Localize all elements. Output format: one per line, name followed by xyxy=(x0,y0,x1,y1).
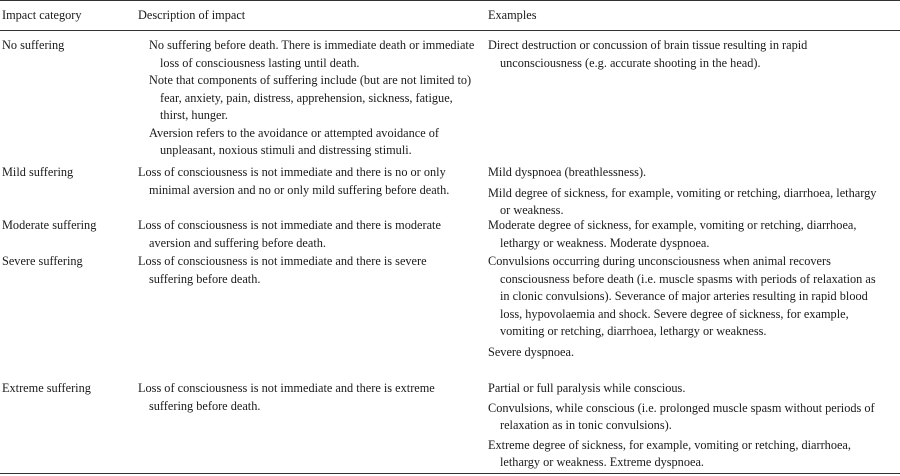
description-paragraph: Loss of consciousness is not immediate and there is moderate aversion and suffering before death. xyxy=(138,218,441,250)
category-no-suffering: No suffering xyxy=(2,38,65,52)
examples-no-suffering xyxy=(488,37,883,72)
description-no-suffering xyxy=(138,37,484,160)
description-severe-suffering xyxy=(138,253,473,288)
example-paragraph: Moderate degree of sickness, for example, vomiting or retching, diarrhoea, lethargy or weakness. Moderate dyspnoea. xyxy=(488,218,857,250)
category-moderate-suffering: Moderate suffering xyxy=(2,218,97,232)
description-paragraph: Loss of consciousness is not immediate and there is severe suffering before death. xyxy=(138,254,427,286)
examples-extreme-suffering xyxy=(488,380,883,472)
table-header-rule xyxy=(0,30,900,31)
example-paragraph: Mild dyspnoea (breathlessness). xyxy=(488,165,647,179)
examples-mild-suffering xyxy=(488,164,883,220)
example-paragraph: Convulsions occurring during unconsciousness when animal recovers consciousness before death (i.e. muscle spasms with periods of relaxation as in clonic convulsions). Severance of major arteries resulting in rapid blood loss, hypovolaemia and shock. Severe degree of sickness, for example, vomiting or retching, diarrhoea, lethargy or weakness. xyxy=(488,254,876,338)
examples-severe-suffering xyxy=(488,253,883,361)
category-severe-suffering: Severe suffering xyxy=(2,254,83,268)
table-bottom-rule xyxy=(0,473,900,474)
header-examples: Examples xyxy=(488,8,537,22)
header-impact-category: Impact category xyxy=(2,8,82,22)
category-extreme-suffering: Extreme suffering xyxy=(2,381,91,395)
description-moderate-suffering xyxy=(138,217,473,252)
examples-moderate-suffering xyxy=(488,217,883,252)
description-paragraph: Loss of consciousness is not immediate and there is extreme suffering before death. xyxy=(138,381,435,413)
description-paragraph: Note that components of suffering include (but are not limited to) fear, anxiety, pain, distress, apprehension, sickness, fatigue, thirst, hunger. xyxy=(149,73,472,122)
description-mild-suffering xyxy=(138,164,473,199)
example-paragraph: Convulsions, while conscious (i.e. prolonged muscle spasm without periods of relaxation as in tonic convulsions). xyxy=(488,400,875,432)
header-description: Description of impact xyxy=(138,8,246,22)
example-paragraph: Partial or full paralysis while conscious. xyxy=(488,381,686,395)
example-paragraph: Direct destruction or concussion of brain tissue resulting in rapid unconsciousness (e.g. accurate shooting in the head). xyxy=(488,38,808,70)
example-paragraph: Extreme degree of sickness, for example, vomiting or retching, diarrhoea, lethargy or weakness. Extreme dyspnoea. xyxy=(488,437,851,469)
description-paragraph: Loss of consciousness is not immediate and there is no or only minimal aversion and no or only mild suffering before death. xyxy=(138,165,450,197)
table-top-rule xyxy=(0,0,900,1)
example-paragraph: Severe dyspnoea. xyxy=(488,344,575,359)
category-mild-suffering: Mild suffering xyxy=(2,165,74,179)
description-paragraph: Aversion refers to the avoidance or attempted avoidance of unpleasant, noxious stimuli and distressing stimuli. xyxy=(149,125,439,157)
description-extreme-suffering xyxy=(138,380,473,415)
description-paragraph: No suffering before death. There is immediate death or immediate loss of consciousness lasting until death. xyxy=(149,38,475,70)
example-paragraph: Mild degree of sickness, for example, vomiting or retching, diarrhoea, lethargy or weakness. xyxy=(488,185,877,217)
